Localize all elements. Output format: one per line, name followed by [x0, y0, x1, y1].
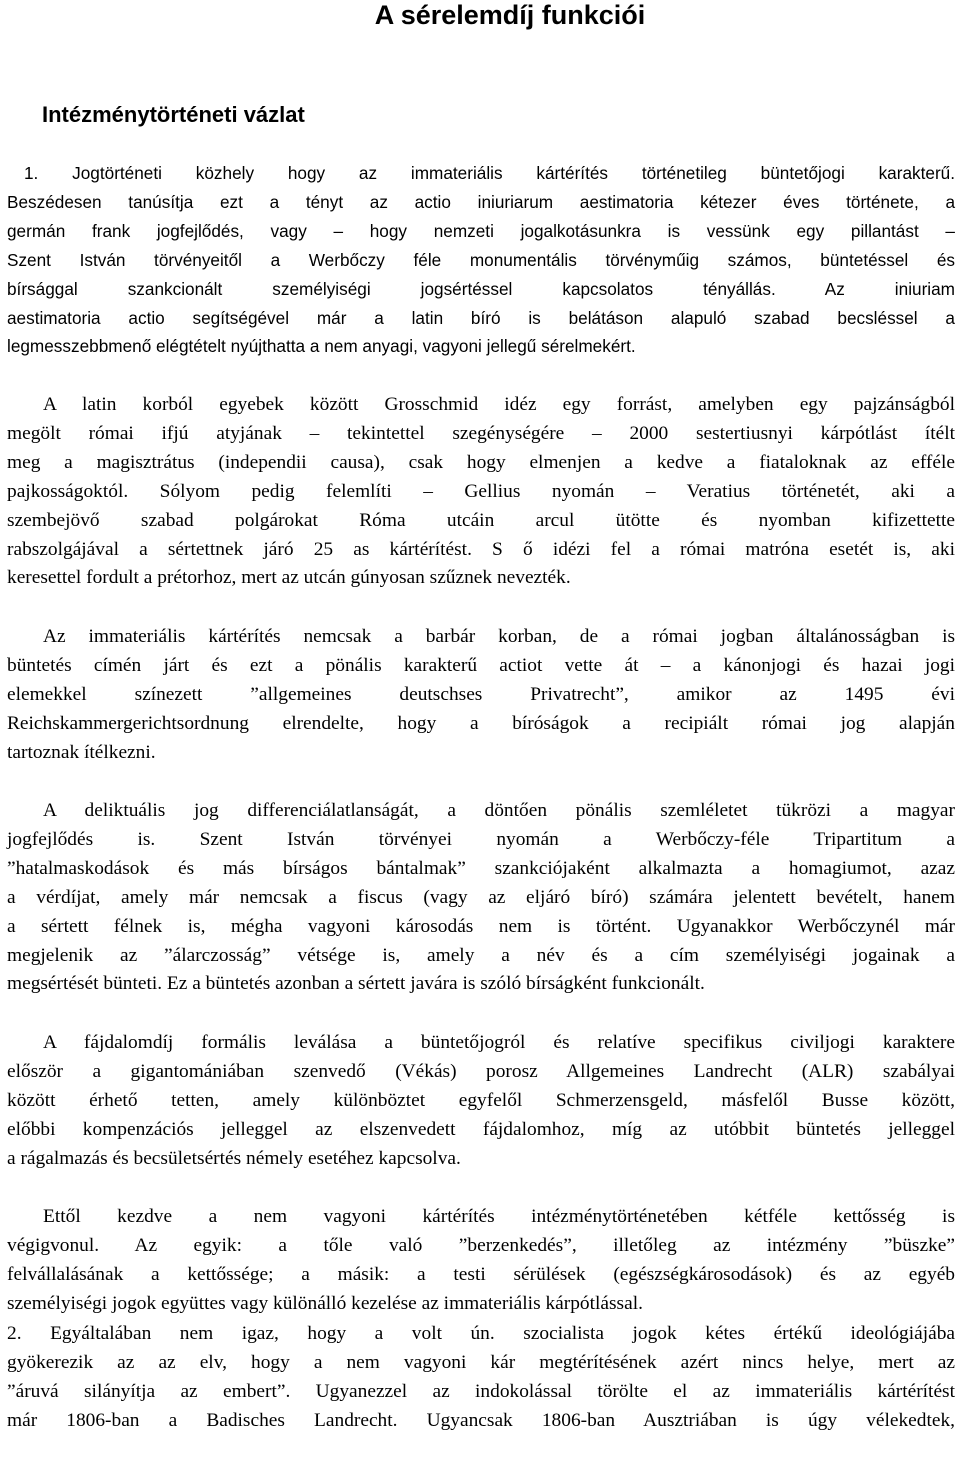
- paragraph-line: tartoznak ítélkezni.: [7, 741, 156, 763]
- paragraph-line: A latin korból egyebek között Grosschmid idéz egy forrást, amelyben egy pajzánságból: [43, 394, 955, 415]
- paragraph-line: Az immateriális kártérítés nemcsak a barbár korban, de a római jogban általánosságban is: [43, 626, 955, 647]
- paragraph-6: [7, 1203, 955, 1319]
- paragraph-line: a sértett félnek is, mégha vagyoni károsodás nem is történt. Ugyanakkor Werbőczynél már: [7, 915, 955, 937]
- paragraph-line: büntetés címén járt és ezt a pönális karakterű actiot vette át – a kánonjogi és hazai jogi: [7, 654, 955, 676]
- paragraph-line: germán frank jogfejlődés, vagy – hogy nemzeti jogalkotásunkra is vessünk egy pillantást –: [7, 220, 955, 241]
- paragraph-line: aestimatoria actio segítségével már a latin bíró is belátáson alapuló szabad becsléssel a: [7, 307, 955, 328]
- paragraph-1: [7, 159, 955, 361]
- paragraph-line: legmesszebbmenő elégtételt nyújthatta a nem anyagi, vagyoni jellegű sérelmekért.: [7, 336, 636, 357]
- paragraph-line: megjelenik az ”álarczosság” vétsége is, amely a név és a cím személyiségi jogainak a: [7, 944, 955, 966]
- paragraph-line: ”hatalmaskodások és más bírságos bántalmak” szankciójaként alkalmazta a homagiumot, azaz: [7, 857, 955, 879]
- paragraph-line: megölt római ifjú atyjának – tekintettel szegénységére – 2000 sestertiusnyi kárpótlást ítélt: [7, 422, 955, 444]
- paragraph-line: ”áruvá silányítja az embert”. Ugyanezzel az indokolással törölte el az immateriális kártérítést: [7, 1380, 955, 1402]
- paragraph-segment: Az iniuriam: [775, 278, 955, 299]
- paragraph-line: között érhető tetten, amely különböztet egyfelől Schmerzensgeld, másfelől Busse között,: [7, 1089, 955, 1111]
- paragraph-line: elemekkel színezett ”allgemeines deutschses Privatrecht”, amikor az 1495 évi: [7, 683, 955, 705]
- paragraph-line: előbbi kompenzációs jelleggel az elszenvedett fájdalomhoz, míg az utóbbit büntetés jelleggel: [7, 1118, 955, 1140]
- paragraph-line: szembejövő szabad polgárokat Róma utcáin arcul ütötte és nyomban kifizettette: [7, 509, 955, 531]
- paragraph-7: [7, 1320, 955, 1436]
- paragraph-line: meg a magisztrátus (independii causa), csak hogy elmenjen a kedve a fiataloknak az efféle: [7, 451, 955, 473]
- paragraph-line: rabszolgájával a sértettnek járó 25 as kártérítést. S ő idézi fel a római matróna esetét is, aki: [7, 538, 955, 560]
- paragraph-line: már 1806-ban a Badisches Landrecht. Ugyancsak 1806-ban Ausztriában is úgy vélekedtek,: [7, 1409, 955, 1431]
- paragraph-line: felvállalásának a kettőssége; a másik: a testi sérülések (egészségkárosodások) és az egyéb: [7, 1263, 955, 1285]
- paragraph-line: jogfejlődés is. Szent István törvényei nyomán a Werbőczy-féle Tripartitum a: [7, 828, 955, 850]
- paragraph-line: megsértését bünteti. Ez a büntetés azonban a sértett javára is szóló bírságként funkcionált.: [7, 973, 705, 995]
- paragraph-line: személyiségi jogok együttes vagy különálló kezelése az immateriális kárpótlással.: [7, 1292, 643, 1314]
- paragraph-3: [7, 623, 955, 768]
- paragraph-line: pajkosságoktól. Sólyom pedig felemlíti – Gellius nyomán – Veratius történetét, aki a: [7, 480, 955, 502]
- paragraph-line: Ettől kezdve a nem vagyoni kártérítés intézménytörténetében kétféle kettősség is: [43, 1206, 955, 1227]
- paragraph-line: Beszédesen tanúsítja ezt a tényt az actio iniuriarum aestimatoria kétezer éves története, a: [7, 191, 955, 212]
- paragraph-line: a vérdíjat, amely már nemcsak a fiscus (vagy az eljáró bíró) számára jelentett bevételt, hanem: [7, 886, 955, 908]
- paragraph-line: 2. Egyáltalában nem igaz, hogy a volt ún. szocialista jogok kétes értékű ideológiájába: [7, 1323, 955, 1344]
- paragraph-line: [7, 275, 955, 304]
- paragraph-line: A deliktuális jog differenciálatlanságát, a döntően pönális szemléletet tükrözi a magyar: [43, 800, 955, 821]
- paragraph-line: keresettel fordult a prétorhoz, mert az utcán gúnyosan szűznek nevezték.: [7, 567, 571, 589]
- paragraph-segment: bírsággal szankcionált személyiségi jogsértéssel kapcsolatos tényállás.: [7, 278, 776, 299]
- paragraph-line: először a gigantomániában szenvedő (Vékás) porosz Allgemeines Landrecht (ALR) szabályai: [7, 1060, 955, 1082]
- paragraph-line: Reichskammergerichtsordnung elrendelte, hogy a bíróságok a recipiált római jog alapján: [7, 712, 955, 734]
- paragraph-2: [7, 391, 955, 593]
- paragraph-line: 1. Jogtörténeti közhely hogy az immateriális kártérítés történetileg büntetőjogi karakterű.: [24, 163, 955, 183]
- paragraph-4: [7, 797, 955, 999]
- document-subtitle: Intézménytörténeti vázlat: [42, 102, 305, 127]
- paragraph-line: A fájdalomdíj formális leválása a büntetőjogról és relatíve specifikus civiljogi karaktere: [43, 1032, 955, 1053]
- paragraph-line: a rágalmazás és becsületsértés némely esetéhez kapcsolva.: [7, 1147, 461, 1169]
- document-title: A sérelemdíj funkciói: [374, 0, 646, 30]
- paragraph-line: gyökerezik az az elv, hogy a nem vagyoni kár megtérítésének azért nincs helye, mert az: [7, 1351, 955, 1373]
- paragraph-line: Szent István törvényeitől a Werbőczy féle monumentális törvényműig számos, büntetéssel és: [7, 249, 955, 270]
- paragraph-5: [7, 1029, 955, 1174]
- paragraph-line: végigvonul. Az egyik: a tőle való ”berzenkedés”, illetőleg az intézmény ”büszke”: [7, 1234, 955, 1256]
